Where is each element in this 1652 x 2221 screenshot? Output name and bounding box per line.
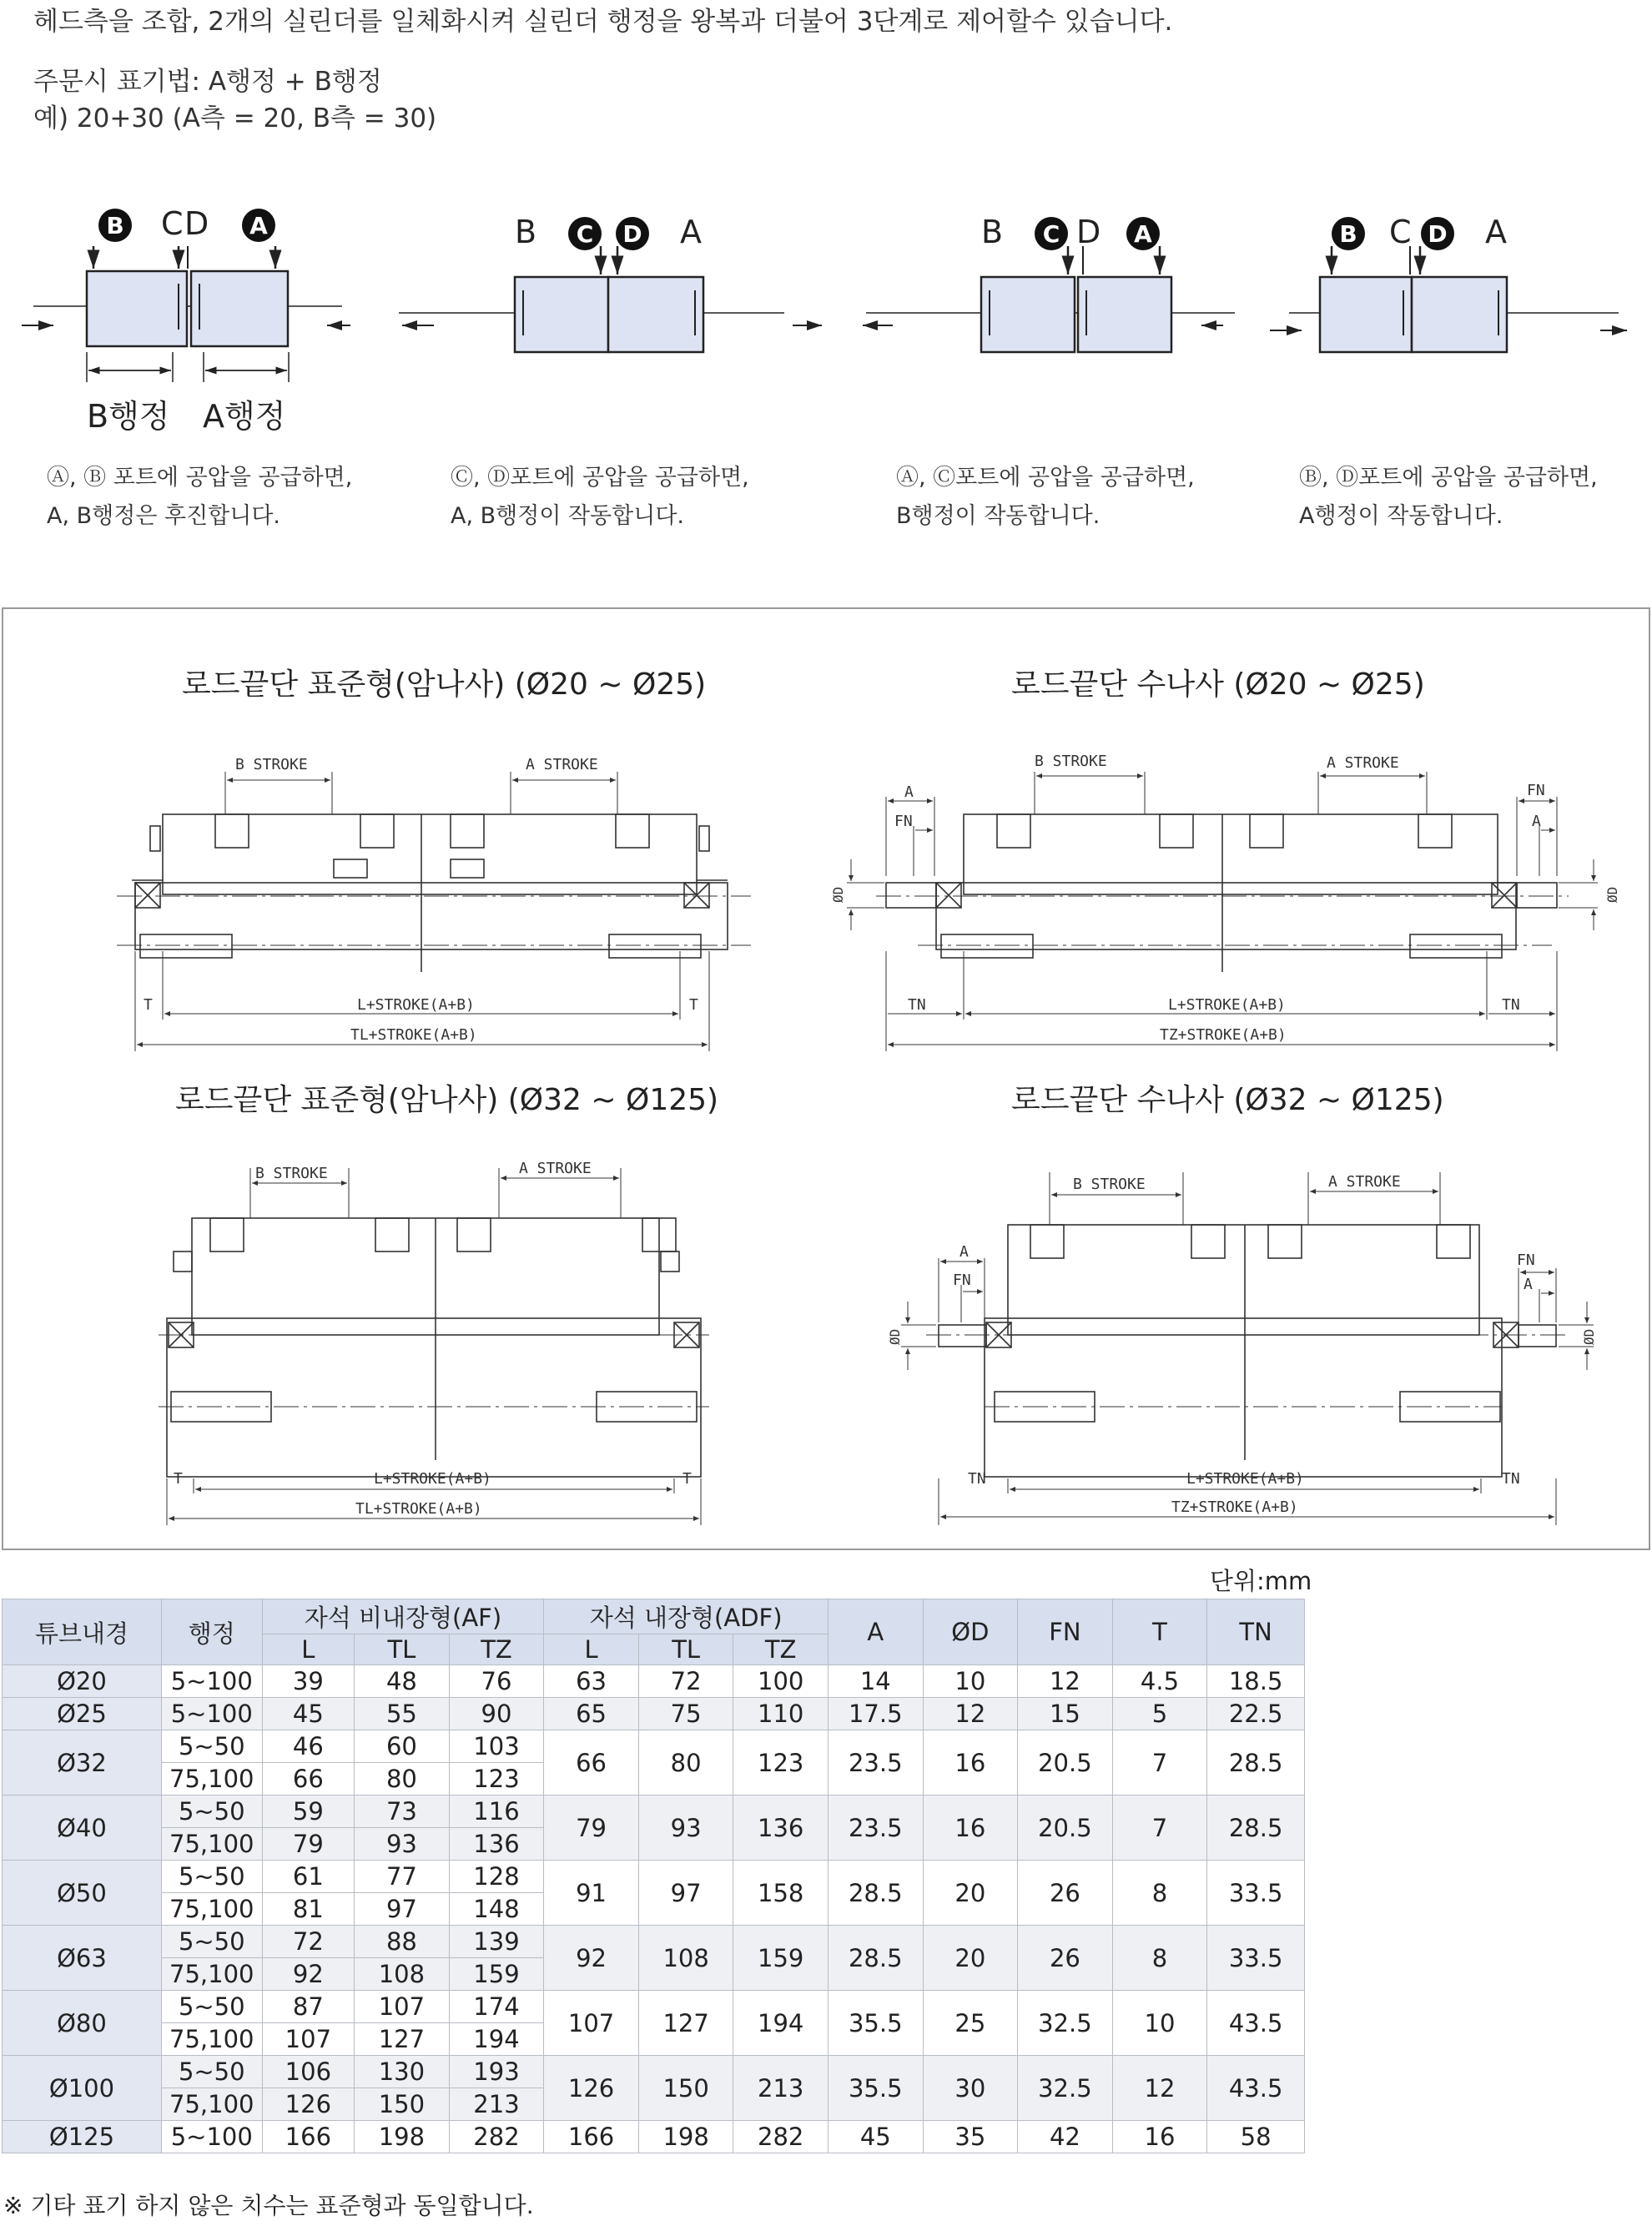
intro-line-3: 예) 20+30 (A측 = 20, B측 = 30): [33, 103, 437, 133]
cell-af-l: 72: [262, 1926, 355, 1958]
port-b-filled: B: [98, 209, 132, 242]
cell-adf-l: 65: [544, 1698, 639, 1730]
cell-fn: 32.5: [1018, 2056, 1113, 2121]
dim-b-stroke: B STROKE: [1073, 1176, 1146, 1193]
cell-od: 20: [923, 1861, 1018, 1926]
cell-adf-l: 92: [544, 1926, 639, 1991]
dim-a: A: [1532, 813, 1541, 830]
cell-adf-tz: 110: [733, 1698, 829, 1730]
cell-stroke: 75,100: [161, 1893, 262, 1926]
table-body: [3, 1665, 1305, 2153]
cell-adf-tz: 123: [733, 1730, 829, 1795]
th-adf: 자석 내장형(ADF): [544, 1599, 829, 1634]
dim-tn: TN: [908, 996, 926, 1014]
port-c: C: [1389, 214, 1412, 250]
th-af: 자석 비내장형(AF): [262, 1599, 544, 1634]
cell-af-tz: 194: [449, 2023, 544, 2056]
cell-af-l: 126: [262, 2088, 355, 2121]
caption-1-line-2: A, B행정은 후진합니다.: [47, 503, 280, 529]
cell-af-l: 45: [262, 1698, 355, 1730]
th-t: T: [1112, 1599, 1207, 1665]
table-row: [3, 1730, 1305, 1763]
cell-adf-l: 166: [544, 2121, 639, 2153]
cell-adf-tz: 158: [733, 1861, 829, 1926]
cell-af-tl: 77: [355, 1861, 450, 1893]
caption-4-line-2: A행정이 작동합니다.: [1299, 503, 1503, 529]
th-tn: TN: [1207, 1599, 1305, 1665]
dim-tz-stroke: TZ+STROKE(A+B): [1160, 1026, 1287, 1044]
cell-stroke: 75,100: [161, 2088, 262, 2121]
dim-l-stroke: L+STROKE(A+B): [1168, 996, 1286, 1014]
drawing-title-1: 로드끝단 표준형(암나사) (Ø20 ~ Ø25): [182, 667, 707, 702]
cell-od: 30: [923, 2056, 1018, 2121]
cell-tn: 33.5: [1207, 1926, 1305, 1991]
dim-a-stroke: A STROKE: [519, 1160, 592, 1177]
cell-od: 16: [923, 1795, 1018, 1861]
port-b: B: [515, 214, 537, 250]
cell-bore: Ø32: [3, 1730, 162, 1795]
cell-adf-tl: 93: [638, 1795, 733, 1861]
cell-a: 14: [829, 1665, 924, 1698]
dim-b-stroke: B STROKE: [1035, 753, 1107, 770]
port-a-filled: A: [1126, 217, 1160, 250]
port-c-filled: C: [568, 217, 602, 250]
cell-a: 23.5: [829, 1795, 924, 1861]
port-d-filled: D: [1421, 217, 1454, 250]
dim-t: T: [174, 1470, 183, 1488]
cell-tn: 28.5: [1207, 1795, 1305, 1861]
dim-tl-stroke: TL+STROKE(A+B): [350, 1026, 477, 1044]
cell-af-tl: 107: [355, 1991, 450, 2023]
th-adf-l: L: [544, 1634, 639, 1665]
cell-af-l: 79: [262, 1828, 355, 1861]
dim-a: A: [959, 1243, 969, 1261]
cell-tn: 43.5: [1207, 2056, 1305, 2121]
cell-af-l: 39: [262, 1665, 355, 1698]
cell-stroke: 75,100: [161, 1828, 262, 1861]
cell-od: 35: [923, 2121, 1018, 2153]
cell-af-l: 59: [262, 1795, 355, 1828]
cell-a: 45: [829, 2121, 924, 2153]
dim-tl-stroke: TL+STROKE(A+B): [355, 1500, 482, 1518]
dim-a-stroke: A STROKE: [1327, 754, 1399, 772]
cell-tn: 58: [1207, 2121, 1305, 2153]
dim-tn: TN: [968, 1470, 986, 1488]
cell-stroke: 5~50: [161, 1861, 262, 1893]
a-stroke-label: A행정: [203, 398, 286, 435]
dim-l-stroke: L+STROKE(A+B): [1186, 1470, 1304, 1488]
cell-adf-l: 91: [544, 1861, 639, 1926]
cell-adf-l: 126: [544, 2056, 639, 2121]
th-fn: FN: [1018, 1599, 1113, 1665]
cell-stroke: 5~50: [161, 1926, 262, 1958]
cell-af-tz: 123: [449, 1763, 544, 1795]
port-b-filled: B: [1332, 217, 1365, 250]
table-row: [3, 1991, 1305, 2023]
cell-bore: Ø40: [3, 1795, 162, 1861]
dim-fn: FN: [1517, 1252, 1535, 1269]
caption-3-line-2: B행정이 작동합니다.: [896, 503, 1100, 529]
cell-od: 10: [923, 1665, 1018, 1698]
cell-af-tl: 73: [355, 1795, 450, 1828]
cell-adf-tz: 100: [733, 1665, 829, 1698]
port-c: C: [161, 205, 184, 242]
cell-od: 25: [923, 1991, 1018, 2056]
cell-bore: Ø125: [3, 2121, 162, 2153]
b-stroke-label: B행정: [87, 398, 170, 435]
cell-tn: 18.5: [1207, 1665, 1305, 1698]
port-d-filled: D: [616, 217, 649, 250]
cell-af-tz: 148: [449, 1893, 544, 1926]
cell-adf-tl: 127: [638, 1991, 733, 2056]
cell-adf-tz: 213: [733, 2056, 829, 2121]
cell-af-l: 87: [262, 1991, 355, 2023]
cell-stroke: 5~50: [161, 1795, 262, 1828]
dim-od: ØD: [1604, 886, 1620, 903]
cell-af-l: 107: [262, 2023, 355, 2056]
caption-2-line-2: A, B행정이 작동합니다.: [451, 503, 684, 529]
cell-adf-tl: 80: [638, 1730, 733, 1795]
cell-af-tz: 139: [449, 1926, 544, 1958]
cell-a: 28.5: [829, 1926, 924, 1991]
dim-tz-stroke: TZ+STROKE(A+B): [1171, 1498, 1298, 1516]
table-row: [3, 2121, 1305, 2153]
cell-tn: 22.5: [1207, 1698, 1305, 1730]
dim-tn: TN: [1502, 996, 1520, 1014]
cell-a: 28.5: [829, 1861, 924, 1926]
cell-tn: 28.5: [1207, 1730, 1305, 1795]
cell-af-tz: 136: [449, 1828, 544, 1861]
cell-fn: 26: [1018, 1926, 1113, 1991]
cell-adf-l: 66: [544, 1730, 639, 1795]
cell-adf-l: 63: [544, 1665, 639, 1698]
th-stroke: 행정: [161, 1599, 262, 1665]
cell-t: 5: [1112, 1698, 1207, 1730]
cell-af-l: 81: [262, 1893, 355, 1926]
cell-a: 23.5: [829, 1730, 924, 1795]
cell-a: 17.5: [829, 1698, 924, 1730]
dim-od: ØD: [887, 1328, 903, 1345]
cell-af-tz: 174: [449, 1991, 544, 2023]
cell-t: 8: [1112, 1926, 1207, 1991]
th-adf-tz: TZ: [733, 1634, 829, 1665]
cell-adf-tz: 159: [733, 1926, 829, 1991]
cell-af-l: 92: [262, 1958, 355, 1991]
cell-fn: 32.5: [1018, 1991, 1113, 2056]
port-d: D: [1076, 214, 1101, 250]
dim-t: T: [682, 1470, 692, 1488]
port-a-filled: A: [242, 209, 275, 242]
cell-af-l: 46: [262, 1730, 355, 1763]
intro-line-2: 주문시 표기법: A행정 + B행정: [33, 67, 382, 97]
cell-stroke: 5~100: [161, 2121, 262, 2153]
cell-adf-tl: 72: [638, 1665, 733, 1698]
dim-a-stroke: A STROKE: [1328, 1173, 1401, 1191]
cell-adf-tl: 97: [638, 1861, 733, 1926]
cell-adf-tl: 198: [638, 2121, 733, 2153]
cell-bore: Ø100: [3, 2056, 162, 2121]
cell-af-tl: 55: [355, 1698, 450, 1730]
dim-tn: TN: [1502, 1470, 1520, 1488]
drawing-title-3: 로드끝단 표준형(암나사) (Ø32 ~ Ø125): [175, 1083, 719, 1117]
cell-od: 12: [923, 1698, 1018, 1730]
cell-t: 10: [1112, 1991, 1207, 2056]
dim-t: T: [144, 996, 153, 1014]
cell-stroke: 75,100: [161, 1958, 262, 1991]
cell-af-tl: 130: [355, 2056, 450, 2088]
cell-af-l: 66: [262, 1763, 355, 1795]
caption-3-line-1: Ⓐ, Ⓒ포트에 공압을 공급하면,: [896, 465, 1195, 491]
table-row: [3, 1698, 1305, 1730]
cell-tn: 43.5: [1207, 1991, 1305, 2056]
dim-od: ØD: [830, 886, 846, 903]
caption-2-line-1: Ⓒ, Ⓓ포트에 공압을 공급하면,: [451, 465, 749, 491]
cell-af-tl: 97: [355, 1893, 450, 1926]
cell-bore: Ø50: [3, 1861, 162, 1926]
dim-l-stroke: L+STROKE(A+B): [357, 996, 475, 1014]
cell-af-tl: 198: [355, 2121, 450, 2153]
cell-fn: 12: [1018, 1665, 1113, 1698]
cell-bore: Ø20: [3, 1665, 162, 1698]
cell-a: 35.5: [829, 1991, 924, 2056]
cell-stroke: 5~100: [161, 1698, 262, 1730]
cell-t: 7: [1112, 1795, 1207, 1861]
unit-label: 단위:mm: [1210, 1567, 1312, 1595]
cell-af-tl: 108: [355, 1958, 450, 1991]
table-row: [3, 1861, 1305, 1893]
th-a: A: [829, 1599, 924, 1665]
dim-b-stroke: B STROKE: [255, 1165, 328, 1182]
cell-af-l: 166: [262, 2121, 355, 2153]
cell-fn: 15: [1018, 1698, 1113, 1730]
cell-stroke: 75,100: [161, 2023, 262, 2056]
cell-adf-tl: 75: [638, 1698, 733, 1730]
dim-t: T: [689, 996, 698, 1014]
dim-a: A: [904, 783, 914, 801]
cell-adf-tl: 108: [638, 1926, 733, 1991]
cell-od: 16: [923, 1730, 1018, 1795]
dimension-table: [2, 1599, 1305, 2153]
cell-af-tz: 159: [449, 1958, 544, 1991]
cell-bore: Ø63: [3, 1926, 162, 1991]
cell-af-tz: 90: [449, 1698, 544, 1730]
cell-adf-tl: 150: [638, 2056, 733, 2121]
cell-af-tl: 60: [355, 1730, 450, 1763]
table-row: [3, 1926, 1305, 1958]
caption-1-line-1: Ⓐ, Ⓑ 포트에 공압을 공급하면,: [47, 465, 353, 491]
cell-stroke: 5~50: [161, 1730, 262, 1763]
dim-b-stroke: B STROKE: [235, 756, 308, 773]
footnote: ※ 기타 표기 하지 않은 치수는 표준형과 동일합니다.: [3, 2192, 534, 2219]
cell-adf-l: 107: [544, 1991, 639, 2056]
cell-fn: 20.5: [1018, 1730, 1113, 1795]
dim-od: ØD: [1581, 1328, 1597, 1345]
cell-af-tz: 213: [449, 2088, 544, 2121]
cell-af-tz: 282: [449, 2121, 544, 2153]
cell-af-l: 106: [262, 2056, 355, 2088]
table-row: [3, 1795, 1305, 1828]
cell-t: 12: [1112, 2056, 1207, 2121]
cell-stroke: 5~50: [161, 2056, 262, 2088]
cell-af-tz: 76: [449, 1665, 544, 1698]
cell-af-tz: 128: [449, 1861, 544, 1893]
th-adf-tl: TL: [638, 1634, 733, 1665]
dim-a-stroke: A STROKE: [526, 756, 598, 773]
cell-af-tz: 193: [449, 2056, 544, 2088]
th-af-tz: TZ: [449, 1634, 544, 1665]
cell-fn: 42: [1018, 2121, 1113, 2153]
cell-af-tz: 103: [449, 1730, 544, 1763]
cell-af-tl: 48: [355, 1665, 450, 1698]
cell-af-tl: 88: [355, 1926, 450, 1958]
cell-adf-tz: 136: [733, 1795, 829, 1861]
port-c-filled: C: [1035, 217, 1068, 250]
th-af-l: L: [262, 1634, 355, 1665]
cell-fn: 20.5: [1018, 1795, 1113, 1861]
port-d: D: [184, 205, 209, 242]
port-b: B: [981, 214, 1004, 250]
cell-tn: 33.5: [1207, 1861, 1305, 1926]
cell-bore: Ø80: [3, 1991, 162, 2056]
th-od: ØD: [923, 1599, 1018, 1665]
table-row: [3, 1665, 1305, 1698]
dim-fn: FN: [1527, 782, 1545, 799]
cell-od: 20: [923, 1926, 1018, 1991]
cell-stroke: 5~50: [161, 1991, 262, 2023]
cell-af-l: 61: [262, 1861, 355, 1893]
port-a: A: [680, 214, 702, 250]
cell-t: 4.5: [1112, 1665, 1207, 1698]
caption-4-line-1: Ⓑ, Ⓓ포트에 공압을 공급하면,: [1299, 465, 1598, 491]
drawing-title-4: 로드끝단 수나사 (Ø32 ~ Ø125): [1011, 1083, 1444, 1117]
cell-adf-tz: 282: [733, 2121, 829, 2153]
dim-fn: FN: [953, 1272, 971, 1289]
cell-stroke: 5~100: [161, 1665, 262, 1698]
cell-af-tl: 80: [355, 1763, 450, 1795]
dim-fn: FN: [894, 813, 913, 830]
cell-a: 35.5: [829, 2056, 924, 2121]
cell-t: 8: [1112, 1861, 1207, 1926]
cell-af-tl: 150: [355, 2088, 450, 2121]
cell-bore: Ø25: [3, 1698, 162, 1730]
cell-stroke: 75,100: [161, 1763, 262, 1795]
dim-a: A: [1524, 1276, 1533, 1293]
cell-af-tl: 93: [355, 1828, 450, 1861]
dim-l-stroke: L+STROKE(A+B): [374, 1470, 491, 1488]
th-tube: 튜브내경: [3, 1599, 162, 1665]
cell-adf-tz: 194: [733, 1991, 829, 2056]
cell-fn: 26: [1018, 1861, 1113, 1926]
cell-t: 7: [1112, 1730, 1207, 1795]
cell-adf-l: 79: [544, 1795, 639, 1861]
cell-t: 16: [1112, 2121, 1207, 2153]
cell-af-tl: 127: [355, 2023, 450, 2056]
drawing-title-2: 로드끝단 수나사 (Ø20 ~ Ø25): [1011, 667, 1425, 702]
th-af-tl: TL: [355, 1634, 450, 1665]
intro-line-1: 헤드측을 조합, 2개의 실린더를 일체화시켜 실린더 행정을 왕복과 더불어 3단계로 제어할수 있습니다.: [33, 7, 1173, 37]
table-row: [3, 2056, 1305, 2088]
cell-af-tz: 116: [449, 1795, 544, 1828]
port-a: A: [1485, 214, 1507, 250]
